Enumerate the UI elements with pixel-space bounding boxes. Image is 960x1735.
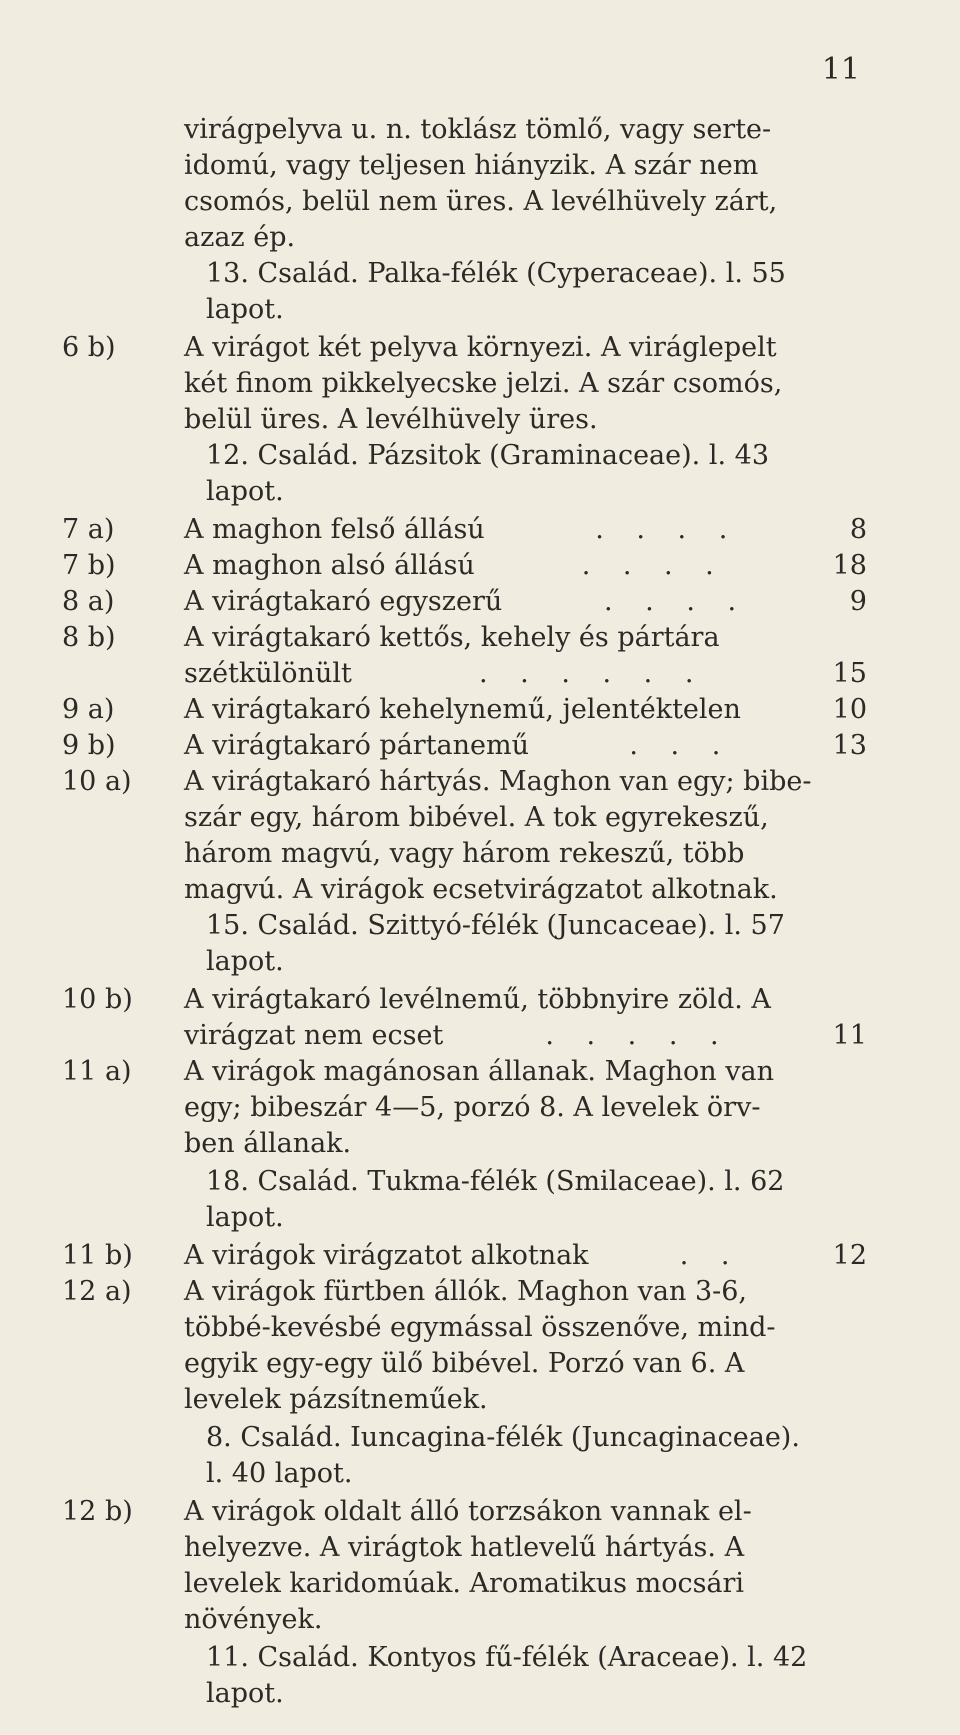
text-line: levelek pázsítneműek. [184,1384,488,1415]
key-label: 8 b) [62,622,116,653]
key-label: 10 a) [62,766,132,797]
key-ref: 15 [832,658,867,689]
text-line: egyik egy-egy ülő bibével. Porzó van 6. A [184,1348,745,1379]
key-text: virágzat nem ecset [184,1020,444,1051]
family-heading: 15. Család. Szittyó-félék (Juncaceae). l. 57 [206,910,785,941]
text-line: lapot. [206,294,284,325]
key-row [184,584,867,620]
key-row [184,1018,867,1054]
leader-dots: . . . . [581,550,726,581]
text-line: magvú. A virágok ecsetvirágzatot alkotnak. [184,874,778,905]
key-ref: 8 [849,514,867,545]
key-text: A maghon alsó állású [184,550,475,581]
family-heading: 18. Család. Tukma-félék (Smilaceae). l. 62 [206,1166,785,1197]
key-text: A maghon felső állású [184,514,485,545]
key-label: 7 b) [62,550,116,581]
text-line: A virágok fürtben állók. Maghon van 3-6, [184,1276,748,1307]
key-label: 6 b) [62,332,116,363]
leader-dots: . . [679,1240,742,1271]
key-row [184,548,867,584]
key-ref: 12 [832,1240,867,1271]
key-label: 11 b) [62,1240,133,1271]
key-ref: 9 [849,586,867,617]
text-line: A virágtakaró kettős, kehely és pártára [184,622,720,653]
text-line: idomú, vagy teljesen hiányzik. A szár nem [184,150,759,181]
leader-dots: . . . . . . [479,658,706,689]
key-text: szétkülönült [184,658,352,689]
key-row [184,1238,867,1274]
key-text: A virágtakaró kehelynemű, jelentéktelen [184,694,741,725]
text-line: növények. [184,1604,323,1635]
text-line: A virágtakaró levélnemű, többnyire zöld. A [184,984,771,1015]
text-line: két finom pikkelyecske jelzi. A szár csomós, [184,368,783,399]
key-row [184,692,867,728]
key-row [184,728,867,764]
key-ref: 18 [832,550,867,581]
key-text: A virágok virágzatot alkotnak [184,1240,589,1271]
text-line: virágpelyva u. n. toklász tömlő, vagy serte- [184,114,772,145]
key-label: 8 a) [62,586,115,617]
text-line: egy; bibeszár 4—5, porzó 8. A levelek örv- [184,1092,761,1123]
key-text: A virágtakaró egyszerű [184,586,503,617]
text-line: szár egy, három bibével. A tok egyrekeszű, [184,802,769,833]
text-line: lapot. [206,476,284,507]
key-label: 10 b) [62,984,133,1015]
key-ref: 10 [832,694,867,725]
key-label: 12 b) [62,1496,133,1527]
text-line: lapot. [206,946,284,977]
leader-dots: . . . . . [545,1020,731,1051]
text-line: három magvú, vagy három rekeszű, több [184,838,745,869]
key-row [184,656,867,692]
leader-dots: . . . [629,730,733,761]
text-line: A virágok oldalt álló torzsákon vannak el- [184,1496,752,1527]
text-line: többé-kevésbé egymással összenőve, mind- [184,1312,776,1343]
text-line: lapot. [206,1678,284,1709]
key-label: 7 a) [62,514,115,545]
text-line: helyezve. A virágtok hatlevelű hártyás. A [184,1532,745,1563]
text-line: A virágtakaró hártyás. Maghon van egy; bibe- [184,766,812,797]
key-row [184,512,867,548]
key-label: 12 a) [62,1276,132,1307]
text-line: azaz ép. [184,222,296,253]
text-line: l. 40 lapot. [206,1458,353,1489]
text-line: A virágot két pelyva környezi. A viráglepelt [184,332,777,363]
page-number: 11 [821,52,860,87]
family-heading: 12. Család. Pázsitok (Graminaceae). l. 43 [206,440,769,471]
key-ref: 11 [832,1020,867,1051]
key-label: 9 a) [62,694,115,725]
text-line: csomós, belül nem üres. A levélhüvely zárt, [184,186,778,217]
family-heading: 11. Család. Kontyos fű-félék (Araceae). l. 42 [206,1642,808,1673]
text-line: lapot. [206,1202,284,1233]
text-line: levelek karidomúak. Aromatikus mocsári [184,1568,745,1599]
leader-dots: . . . . [595,514,740,545]
text-line: belül üres. A levélhüvely üres. [184,404,598,435]
text-line: ben állanak. [184,1128,352,1159]
leader-dots: . . . . [604,586,749,617]
key-text: A virágtakaró pártanemű [184,730,530,761]
family-heading: 13. Család. Palka-félék (Cyperaceae). l. 55 [206,258,786,289]
text-line: A virágok magánosan állanak. Maghon van [184,1056,774,1087]
key-label: 11 a) [62,1056,132,1087]
key-ref: 13 [832,730,867,761]
family-heading: 8. Család. Iuncagina-félék (Juncaginaceae). [206,1422,800,1453]
key-label: 9 b) [62,730,116,761]
